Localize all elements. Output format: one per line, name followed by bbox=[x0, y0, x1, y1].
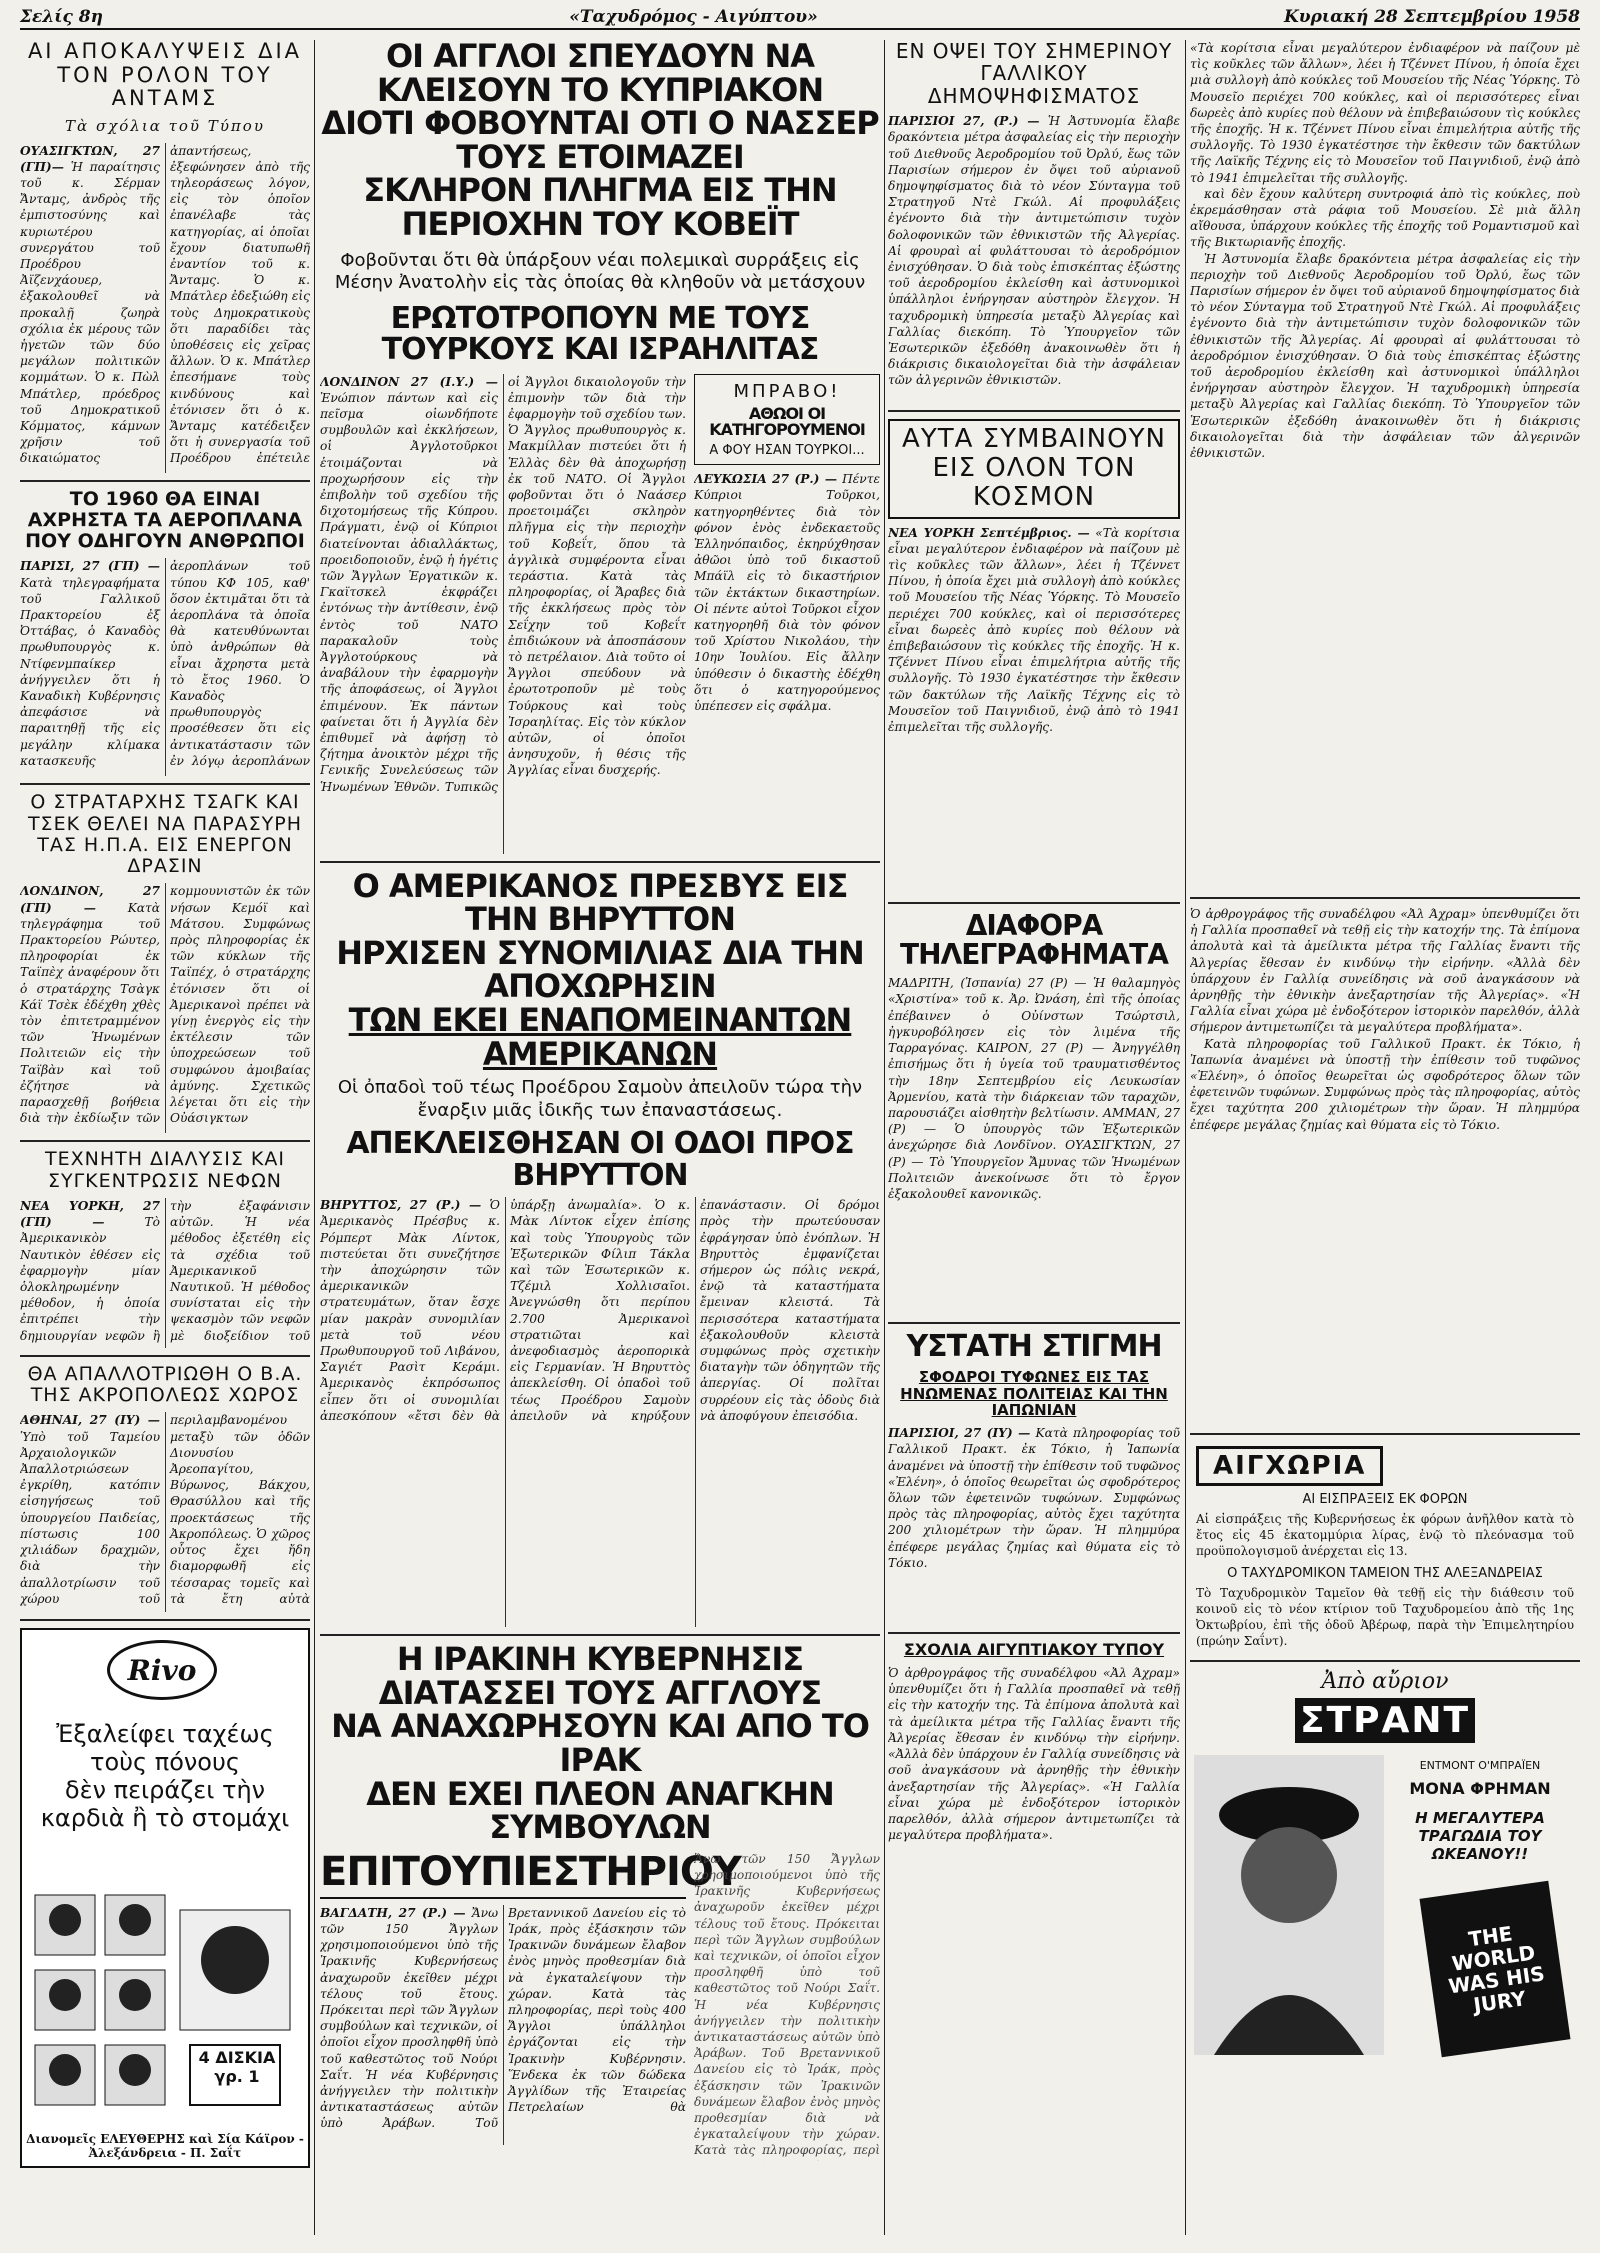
article-body: Ἡ παραίτησις τοῦ κ. Σέρμαν Ἄνταμς, ἀνδρὸς τῆς ἐμπιστοσύνης καὶ κυριωτέρου συνεργάτου τοῦ Προέδρου Ἀϊζενχάουερ, ἐξακολουθεῖ νὰ προκαλῇ ζωηρὰ σχόλια ἐκ μέρους τῶν ἡγετῶν τῶν δύο μεγάλων πολιτικῶν κομμάτων. Ὁ κ. Πὼλ Μπάτλερ, πρόεδρος τοῦ Δημοκρατικοῦ Κόμματος, κάμνων χρῆσιν τοῦ δικαιώματος ἀπαντήσεως, ἐξεφώνησεν ἀπὸ τῆς τηλεοράσεως λόγον, εἰς τὸν ὁποῖον ἐπανέλαβε τὰς κατηγορίας, αἱ ὁποῖαι ἔχουν διατυπωθῆ ἐναντίον τοῦ κ. Ἄνταμς. Ὁ κ. Μπάτλερ ἐδεξιώθη εἰς τοὺς Δημοκρατικοὺς ὅτι παραδίδει τὰς ὑποθέσεις εἰς χεῖρας ἄλλων. Ὁ κ. Μπάτλερ ἐπεσήμανε τοὺς κινδύνους καὶ ἐτόνισεν ὅτι ὁ κ. Ἄνταμς κατέδειξεν ὅτι ἡ συνεργασία τοῦ Προέδρου ἐπέτειλε bbox=[20, 143, 310, 466]
article-title: ΑΙ ΑΠΟΚΑΛΥΨΕΙΣ ΔΙΑ ΤΟΝ ΡΟΛΟΝ ΤΟΥ ΑΝΤΑΜΣ bbox=[27, 39, 303, 111]
article-title: ΤΟ 1960 ΘΑ ΕΙΝΑΙ ΑΧΡΗΣΤΑ ΤΑ ΑΕΡΟΠΛΑΝΑ ΠΟΥ ΟΔΗΓΟΥΝ ΑΝΘΡΩΠΟΙ bbox=[25, 487, 305, 553]
ad-pack: 4 ΔΙΣΚΙΑ γρ. 1 bbox=[198, 2048, 276, 2087]
article-egyptian-press-continued: Ὁ ἀρθρογράφος τῆς συναδέλφου «Ἀλ Άχραμ» ὑπενθυμίζει ὅτι ἡ Γαλλία προσπαθεῖ νὰ τεθῇ εἰς τὴν κατοχήν της. Τὰ ἐπίμονα ἀπολυτὰ καὶ τὰ ἀμείλικτα μέτρα τῆς Γαλλίας ἔναντι τῆς Ἀλγερίας ἔθεσαν ἐν κινδύνῳ τὴν εἰρήνην. «Ἀλλὰ δὲν ὑπάρχουν ἐν Γαλλίᾳ συνείδησις νὰ σοῦ ἀναγκάσουν νὰ ἀρνηθῇς τὴν ἐθνικὴν ἀνεξαρτησίαν τῆς Ἀλγερίας». «Ἡ Γαλλία εἶναι χώρα μὲ ἐνδοξότερον ἱστορικὸν παρελθόν, ἀλλὰ σήμερον ἀντιμετωπίζει τὰ μεγαλύτερα προβλήματα». Κατὰ πληροφορίας τοῦ Γαλλικοῦ Πρακτ. ἐκ Τόκιο, ἡ Ἰαπωνία ἀναμένει νὰ ὑποστῇ τὴν ἐπίθεσιν τοῦ τυφῶνος «Ἐλένη», ὁ ὁποῖος θεωρεῖται ὡς σφοδρότερος ὅλων τῶν ἐφετεινῶν τυφώνων. Συμφώνως πρὸς τὰς πληροφορίας, αὐτὸς ἔχει ταχύτητα 200 χιλιομέτρων τὴν ὥραν. Ἡ πλημμύρα ἐπέφερε μεγάλας ζημίας καὶ θύματα εἰς τὸ Τόκιο. bbox=[1190, 907, 1580, 1132]
ad-star: ΜΟΝΑ ΦΡΗΜΑΝ bbox=[1409, 1779, 1551, 1799]
article-title: ΤΕΧΝΗΤΗ ΔΙΑΛΥΣΙΣ ΚΑΙ ΣΥΓΚΕΝΤΡΩΣΙΣ ΝΕΦΩΝ bbox=[45, 1148, 285, 1192]
item-body: Αἱ εἰσπράξεις τῆς Κυβερνήσεως ἐκ φόρων ἀνῆλθον κατὰ τὸ ἔτος εἰς 45 ἑκατομμύρια λίρας, ἐνῷ τὸ πλεόνασμα τοῦ προϋπολογισμοῦ ἀνέρχεται εἰς 13. bbox=[1196, 1512, 1574, 1559]
subheadline: ΕΡΩΤΟΤΡΟΠΟΥΝ ΜΕ ΤΟΥΣ ΤΟΥΡΚΟΥΣ ΚΑΙ ΙΣΡΑΗΛΙΤΑΣ bbox=[381, 300, 819, 368]
section-logo: ΑΙΓΧΩΡΙΑ bbox=[1196, 1446, 1383, 1486]
article-iraq bbox=[320, 1640, 880, 2161]
headline-line: ΣΚΛΗΡΟΝ ΠΛΗΓΜΑ ΕΙΣ ΤΗΝ ΠΕΡΙΟΧΗΝ ΤΟΥ ΚΟΒΕΪΤ bbox=[363, 171, 837, 243]
ad-footer: Διανομεῖς ΕΛΕΥΘΕΡΗΣ καὶ Σία Κάϊρον - Ἀλεξάνδρεια - Π. Σαΐτ bbox=[26, 2132, 304, 2161]
ad-film-title: THE WORLD WAS HIS JURY bbox=[1419, 1881, 1570, 2058]
article-body: Ὁ ἀρθρογράφος τῆς συναδέλφου «Ἀλ Άχραμ» ὑπενθυμίζει ὅτι ἡ Γαλλία προσπαθεῖ νὰ τεθῇ εἰς τὴν κατοχήν της. Τὰ ἐπίμονα ἀπολυτὰ καὶ τὰ ἀμείλικτα μέτρα τῆς Γαλλίας ἔναντι τῆς Ἀλγερίας ἔθεσαν ἐν κινδύνῳ τὴν εἰρήνην. «Ἀλλὰ δὲν ὑπάρχουν ἐν Γαλλίᾳ συνείδησις νὰ σοῦ ἀναγκάσουν νὰ ἀρνηθῇς τὴν ἐθνικὴν ἀνεξαρτησίαν τῆς Ἀλγερίας». «Ἡ Γαλλία εἶναι χώρα μὲ ἐνδοξότερον ἱστορικὸν παρελθόν, ἀλλὰ σήμερον ἀντιμετωπίζει τὰ μεγαλύτερα προβλήματα». bbox=[888, 1666, 1180, 1843]
ad-line: καρδιὰ ἢ τὸ στομάχι bbox=[40, 1804, 290, 1833]
article-beirut bbox=[320, 866, 880, 1628]
box-title: ΜΠΡΑΒΟ! bbox=[733, 380, 841, 402]
article-body: Κατὰ τηλεγραφήματα τοῦ Γαλλικοῦ Πρακτορείου ἐξ Ὀττάβας, ὁ Καναδὸς πρωθυπουργὸς κ. Ντίφενμπαίκερ ἀνήγγειλεν ὅτι ἡ Καναδικὴ Κυβέρνησις ἀπεφάσισε νὰ παραιτηθῇ τῆς εἰς μεγάλην κλίμακα κατασκευῆς ἀεροπλάνων τοῦ τύπου ΚΦ 105, καθ' ὅσον ἐκτιμᾶται ὅτι τὰ ἀεροπλάνα τὰ ὁποῖα θὰ κατευθύνωνται ὑπὸ ἀνθρώπων θὰ εἶναι ἄχρηστα μετὰ τὸ ἔτος 1960. Ὁ Καναδὸς πρωθυπουργὸς προσέθεσεν ὅτι εἰς ἀντικατάστασιν τῶν ἐν λόγῳ ἀεροπλάνων bbox=[20, 559, 310, 768]
dateline: ΟΥΑΣΙΓΚΤΩΝ, 27 (ΓΠ)— bbox=[20, 143, 160, 174]
box-acquitted bbox=[694, 374, 880, 854]
ad-cinema bbox=[1190, 1669, 1580, 2079]
column-rule bbox=[314, 40, 315, 2235]
section-egypt bbox=[1190, 1442, 1580, 1653]
column-center bbox=[320, 37, 880, 2161]
article-acropolis bbox=[20, 1364, 310, 1613]
ad-star: ΕΝΤΜΟΝΤ Ο'ΜΠΡΑΪΕΝ bbox=[1419, 1759, 1541, 1773]
item-title: ΑΙ ΕΙΣΠΡΑΞΕΙΣ ΕΚ ΦΟΡΩΝ bbox=[1302, 1492, 1468, 1507]
article-title: ΘΑ ΑΠΑΛΛΟΤΡΙΩΘΗ Ο Β.Α. ΤΗΣ ΑΚΡΟΠΟΛΕΩΣ ΧΩΡΟΣ bbox=[27, 1362, 303, 1407]
article-clouds bbox=[20, 1149, 310, 1348]
article-body: Ἐνώπιον πάντων καὶ εἰς πεῖσμα οἱωνδήποτε συμβουλῶν καὶ ἐκκλήσεων, οἱ Ἀγγλοτοῦρκοι ἑτοιμάζονται νὰ προχωρήσουν εἰς τὴν ἐπιβολὴν τοῦ σχεδίου τῆς διχοτομήσεως τῆς Κύπρου. Πράγματι, ἐνῷ οἱ Κύπριοι διατείνονται ἀδιαλλάκτως, προειδοποιοῦν, ἐνῷ ἡ ἡγέτις τῶν Ἄγγλων Ἐργατικῶν κ. Γκαϊτσκελ ἐκφράζει ἐντόνως τὴν ἀντίθεσιν, ἐνῷ ἐντὸς τοῦ ΝΑΤΟ παρακαλοῦν τοὺς Ἀγγλοτούρκους νὰ ἀναβάλουν τὴν ἐφαρμογὴν τῆς ἀποφάσεως, οἱ Ἄγγλοι ἐπιμένουν. Ἐκ πάντων φαίνεται ὅτι ἡ Ἀγγλία δὲν ἐπιθυμεῖ νὰ ἀφήσῃ τὸ ζήτημα ἀνοικτὸν μέχρι τῆς Γενικῆς Συνελεύσεως τῶν Ἡνωμένων Ἐθνῶν. Τυπικῶς οἱ Ἄγγλοι δικαιολογοῦν τὴν ἐπιμονὴν τῶν διὰ τὴν ἐφαρμογὴν τοῦ σχεδίου των. Ὁ Ἄγγλος πρωθυπουργὸς κ. Μακμίλλαν πιστεύει ὅτι ἡ Ἑλλὰς δὲν θὰ ἀποχωρήσῃ ἐκ τοῦ ΝΑΤΟ. Οἱ Ἄγγλοι φοβοῦνται ὅτι ὁ Ναάσερ προετοιμάζει σκληρὸν πλῆγμα εἰς τὴν περιοχὴν τοῦ Κοβεΐτ, ὅπου τὰ ἀγγλικὰ συμφέροντα εἶναι τεράστια. Κατὰ τὰς πληροφορίας, οἱ Ἄραβες διὰ τῆς ἐκκλήσεως πρὸς τὸν Σεΐχην τοῦ Κοβεΐτ ἐπιδιώκουν νὰ ἀποσπάσουν τὸ πετρέλαιον. Διὰ τοῦτο οἱ Ἄγγλοι σπεύδουν νὰ ἐρωτοτροποῦν μὲ τοὺς Τούρκους καὶ τοὺς Ἰσραηλίτας. Εἰς τὸν κύκλον αὐτῶν, οἱ ὁποῖοι ἀνησυχοῦν, ἡ θέσις τῆς Ἀγγλίας εἶναι δυσχερής. bbox=[320, 374, 686, 794]
box-subtitle: Α ΦΟΥ ΗΣΑΝ ΤΟΥΡΚΟΙ... bbox=[709, 443, 865, 459]
dateline: ΠΑΡΙΣΙ, 27 (ΓΠ) — bbox=[20, 559, 160, 574]
article-telegrams bbox=[888, 908, 1180, 1316]
headline-line: ΟΙ ΑΓΓΛΟΙ ΣΠΕΥΔΟΥΝ ΝΑ ΚΛΕΙΣΟΥΝ ΤΟ ΚΥΠΡΙΑΚΟΝ bbox=[376, 37, 824, 109]
article-title: ΑΥΤΑ ΣΥΜΒΑΙΝΟΥΝ ΕΙΣ ΟΛΟΝ ΤΟΝ ΚΟΣΜΟΝ bbox=[888, 419, 1180, 518]
headline-line: ΝΑ ΑΝΑΧΩΡΗΣΟΥΝ ΚΑΙ ΑΠΟ ΤΟ ΙΡΑΚ bbox=[331, 1707, 869, 1779]
ad-line: Ἐξαλείφει ταχέως bbox=[56, 1720, 274, 1749]
article-body-continued: Ἄνω τῶν 150 Ἄγγλων χρησιμοποιούμενοι ὑπὸ τῆς Ἰρακινῆς Κυβερνήσεως ἀναχωροῦν ἐκεῖθεν μέχρι τέλους τοῦ ἔτους. Πρόκειται περὶ τῶν Ἄγγλων συμβούλων καὶ τεχνικῶν, οἱ ὁποῖοι εἶχον προσληφθῆ ὑπὸ τοῦ καθεστῶτος τοῦ Νούρι Σαΐτ. Ἡ νέα Κυβέρνησις ἀνήγγειλεν τὴν πολιτικὴν ἀντικαταστάσεως αὐτῶν ὑπὸ Ἀράβων. Τοῦ Βρεταννικοῦ Δανείου εἰς τὸ Ἰράκ, πρὸς ἐξάσκησιν τῶν Ἰρακινῶν δυνάμεων ἔλαβον ἐνὸς μηνὸς προθεσμίαν διὰ νὰ ἐγκαταλείψουν τὴν χώραν. Κατὰ τὰς πληροφορίας, περὶ bbox=[694, 1851, 880, 2158]
article-aircraft bbox=[20, 489, 310, 777]
column-right bbox=[1190, 40, 1580, 2079]
subheadline: ΑΠΕΚΛΕΙΣΘΗΣΑΝ ΟΙ ΟΔΟΙ ΠΡΟΣ ΒΗΡΥΤΤΟΝ bbox=[346, 1126, 854, 1193]
column-rule bbox=[884, 40, 885, 2235]
column-left bbox=[20, 40, 310, 2168]
headline-line: ΗΡΧΙΣΕΝ ΣΥΝΟΜΙΛΙΑΣ ΔΙΑ ΤΗΝ ΑΠΟΧΩΡΗΣΙΝ bbox=[336, 933, 864, 1006]
article-stop-press bbox=[888, 1331, 1180, 1625]
article-body: Ὑπὸ τοῦ Ταμείου Ἀρχαιολογικῶν Ἀπαλλοτριώσεων ἐγκρίθη, κατόπιν εἰσηγήσεως τοῦ ὑπουργείου Παιδείας, πίστωσις 100 χιλιάδων δραχμῶν, διὰ τὴν ἀπαλλοτρίωσιν τοῦ χώρου τοῦ περιλαμβανομένου μεταξὺ τῶν ὁδῶν Διονυσίου Ἀρεοπαγίτου, Βύρωνος, Βάκχου, Θρασύλλου καὶ τῆς προεκτάσεως τῆς Ἀκροπόλεως. Ὁ χῶρος οὗτος ἔχει ἤδη διαμορφωθῆ εἰς τέσσαρας τομεῖς καὶ τὰ ἔτη αὐτὰ bbox=[20, 1413, 310, 1606]
headline-line: Η ΙΡΑΚΙΝΗ ΚΥΒΕΡΝΗΣΙΣ ΔΙΑΤΑΣΣΕΙ ΤΟΥΣ ΑΓΓΛΟΥΣ bbox=[378, 1640, 822, 1712]
dateline: ΛΟΝΔΙΝΟΝ 27 (Ι.Υ.) — bbox=[320, 374, 498, 389]
stop-press-banner: ΕΠΙΤΟΥΠΙΕΣΤΗΡΙΟΥ bbox=[320, 1851, 686, 1899]
article-body: Ἄνω τῶν 150 Ἄγγλων χρησιμοποιούμενοι ὑπὸ τῆς Ἰρακινῆς Κυβερνήσεως ἀναχωροῦν ἐκεῖθεν μέχρι τέλους τοῦ ἔτους. Πρόκειται περὶ τῶν Ἄγγλων συμβούλων καὶ τεχνικῶν, οἱ ὁποῖοι εἶχον προσληφθῆ ὑπὸ τοῦ καθεστῶτος τοῦ Νούρι Σαΐτ. Ἡ νέα Κυβέρνησις ἀνήγγειλεν τὴν πολιτικὴν ἀντικαταστάσεως αὐτῶν ὑπὸ Ἀράβων. Τοῦ Βρεταννικοῦ Δανείου εἰς τὸ Ἰράκ, πρὸς ἐξάσκησιν τῶν Ἰρακινῶν δυνάμεων ἔλαβον ἐνὸς μηνὸς προθεσμίαν διὰ νὰ ἐγκαταλείψουν τὴν χώραν. Κατὰ τὰς πληροφορίας, περὶ τοὺς 400 Ἄγγλοι ὑπάλληλοι ἐργάζονται εἰς τὴν Ἰρακινὴν Κυβέρνησιν. Ἕνδεκα ἐκ τῶν δώδεκα Ἀγγλίδων τῆς Ἐταιρείας Πετρελαίων θὰ bbox=[320, 1905, 686, 2131]
dateline: ΛΟΝΔΙΝΟΝ, 27 (ΓΠ) — bbox=[20, 884, 160, 915]
ad-line: τοὺς πόνους bbox=[90, 1748, 240, 1777]
article-title: ΣΧΟΛΙΑ ΑΙΓΥΠΤΙΑΚΟΥ ΤΥΠΟΥ bbox=[903, 1640, 1165, 1660]
ad-head: Ἀπὸ αὔριον bbox=[1321, 1669, 1449, 1695]
ad-tagline: Η ΜΕΓΑΛΥΤΕΡΑ ΤΡΑΓΩΔΙΑ ΤΟΥ ΩΚΕΑΝΟΥ!! bbox=[1415, 1809, 1545, 1864]
article-title: ΔΙΑΦΟΡΑ ΤΗΛΕΓΡΑΦΗΜΑΤΑ bbox=[900, 908, 1168, 971]
article-cyprus bbox=[320, 37, 880, 854]
page-header bbox=[20, 6, 1580, 30]
column-right-center bbox=[888, 40, 1180, 2253]
ad-line: δὲν πειράζει τὴν bbox=[64, 1776, 266, 1805]
column-rule bbox=[1185, 40, 1186, 2235]
dateline: ΒΑΓΔΑΤΗ, 27 (Ρ.) — bbox=[320, 1905, 466, 1920]
rivo-logo: Rivo bbox=[107, 1640, 217, 1700]
article-subtitle: Τὰ σχόλια τοῦ Τύπου bbox=[65, 116, 265, 135]
dateline: ΝΕΑ ΥΟΡΚΗ, 27 (ΓΠ) — bbox=[20, 1198, 160, 1230]
article-chiang bbox=[20, 792, 310, 1133]
box-subtitle: ΑΘΩΟΙ ΟΙ ΚΑΤΗΓΟΡΟΥΜΕΝΟΙ bbox=[709, 403, 865, 440]
article-title: ΥΣΤΑΤΗ ΣΤΙΓΜΗ bbox=[906, 1329, 1162, 1365]
article-body: Πέντε Κύπριοι Τοῦρκοι, κατηγορηθέντες διὰ τὸν φόνον ἑνὸς ἐνδεκαετοῦς Ἑλληνόπαιδος, ἐκηρύχθησαν ἀθῶοι ὑπὸ τοῦ δικαστοῦ Μπάϊλ εἰς τὸ δικαστήριον τῶν ἐκτάκτων δικαστηρίων. Οἱ πέντε αὐτοὶ Τοῦρκοι εἶχον κατηγορηθῆ διὰ τὸν φόνον τοῦ Χρίστου Νικολάου, τὴν 10ην Ἰουλίου. Εἰς ἄλλην ὑπόθεσιν ὁ δικαστὴς ἐδέχθη ὅτι ὁ κατηγορούμενος ὑπέπεσεν εἰς σφάλμα. bbox=[694, 472, 880, 713]
article-body: «Τὰ κορίτσια εἶναι μεγαλύτερον ἐνδιαφέρον νὰ παίζουν μὲ τὶς κοῦκλες τῶν ἄλλων», λέει ἡ Τζέννετ Πίνου, ἡ ὁποία ἔχει μιὰ συλλογὴ ἀπὸ κούκλες τοῦ Μουσείου τῆς Νέας Ὑόρκης. Τὸ Μουσεῖο περιέχει 700 κούκλες, καὶ οἱ περισσότερες εἶναι δωρεὲς ἀπὸ κυρίες ποὺ θέλουν νὰ ἐπιβεβαιώσουν τὶς κούκλες τῆς ἐποχῆς. Ἡ κ. Τζέννετ Πίνου εἶναι ἐπιμελήτρια αὐτῆς τῆς συλλογῆς. Τὸ 1930 ἐγκατέστησε τὴν ἔκθεσιν τῶν δακτύλων τῆς Λαϊκῆς Τέχνης εἰς τὸ Μουσεῖον τοῦ Παιγνιδιοῦ, ἐνῷ ἀπὸ τὸ 1941 ἐπιμελεῖται τῆς συλλογῆς. bbox=[888, 525, 1180, 734]
headline-line: ΤΩΝ ΕΚΕΙ ΕΝΑΠΟΜΕΙΝΑΝΤΩΝ ΑΜΕΡΙΚΑΝΩΝ bbox=[348, 1000, 852, 1073]
dateline: ΑΘΗΝΑΙ, 27 (ΙΥ) — bbox=[20, 1413, 160, 1428]
article-body: Ὁ Ἀμερικανὸς Πρέσβυς κ. Ρόμπερτ Μὰκ Λίντοκ, πιστεύεται ὅτι συνεζήτησε τὴν ἀποχώρησιν τῶν ἀμερικανικῶν στρατευμάτων, ὅταν ἔσχε μίαν μακρὰν συνομιλίαν μετὰ τοῦ νέου Πρωθυπουργοῦ τοῦ Λιβάνου, Σαγιέτ Ρασὶτ Κεράμι. Ἀμερικανὸς ἐκπρόσωπος εἶπεν ὅτι οἱ συνομιλίαι ἀπεσκόπουν «ἔτσι δὲν θὰ ὑπάρξῃ ἀνωμαλία». Ὁ κ. Μὰκ Λίντοκ εἶχεν ἐπίσης καὶ τοὺς Ὑπουργοὺς τῶν Ἐξωτερικῶν Φίλιπ Τάκλα καὶ τῶν Ἐσωτερικῶν κ. Τζέμιλ Χολλισαῖοι. Ἀνεγνώσθη ὅτι περίπου 2.700 Ἀμερικανοὶ στρατιῶται καὶ ἀνεφοδιασμὸς ἀεροπορικὰ εἰς Γερμανίαν. Ἡ Βηρυττὸς ἀπεκλείσθη. Οἱ ὀπαδοὶ τοῦ τέως Προέδρου Σαμοὺν ἀπειλοῦν νὰ κηρύξουν ἐπανάστασιν. Οἱ δρόμοι πρὸς τὴν πρωτεύουσαν ἐφράγησαν ὑπὸ ἐνόπλων. Ἡ Βηρυττὸς ἐμφανίζεται σήμερον ὡς πόλις νεκρά, ἐνῷ τὰ καταστήματα ἔμειναν κλειστά. Τὰ περισσότερα καταστήματα ἐξακολουθοῦν κλειστὰ συμφώνως πρὸς σχετικὴν διαταγὴν τῶν ὁδηγητῶν τῆς ἀπεργίας. Οἱ πολῖται συρρέουν εἰς τὰς ὁδοὺς διὰ νὰ ἀποφύγουν ἐπεισόδια. bbox=[320, 1198, 880, 1423]
article-body: ΜΑΔΡΙΤΗ, (Ἰσπανία) 27 (Ρ) — Ἡ θαλαμηγὸς «Χριστίνα» τοῦ κ. Ἀρ. Ὠνάση, ἐπὶ τῆς ὁποίας ἐπέβαινεν ὁ Οὐίνστων Τσώρτσιλ, ἠγκυροβόλησεν εἰς τὸν λιμένα τῆς Ταρραγόνας. ΚΑΙΡΟΝ, 27 (Ρ) — Ἀνηγγέλθη ἐπισήμως ὅτι ἡ ὑγεία τοῦ τραυματισθέντος τὴν 18ην Σεπτεμβρίου εἰς Λευκωσίαν Ἀρμενίου, κατὰ τὴν διάρκειαν τῶν ταραχῶν, παρουσιάζει αἰσθητὴν βελτίωσιν. ΑΜΜΑΝ, 27 (Ρ) — Ὁ ὑπουργὸς τῶν Ἐξωτερικῶν ἀνεχώρησε διὰ Λονδῖνον. ΟΥΑΣΙΓΚΤΩΝ, 27 (Ρ) — Τὸ Ὑπουργεῖον Ἄμυνας τῶν Ἡνωμένων Πολιτειῶν ἀνεκοίνωσε ὅτι τὸ ἔργον ἐξακολουθεῖ κανονικῶς. bbox=[888, 976, 1180, 1201]
dateline: ΠΑΡΙΣΙΟΙ, 27 (ΙΥ) — bbox=[888, 1426, 1031, 1441]
item-body: Τὸ Ταχυδρομικὸν Ταμεῖον θὰ τεθῇ εἰς τὴν διάθεσιν τοῦ κοινοῦ εἰς τὸ νέον κτίριον τοῦ Ταχυδρομείου ἀπὸ τῆς 1ης Ὀκτωβρίου, ἐπὶ τῆς ὁδοῦ Ἀβέρωφ, παρὰ τὴν Ἐπιμελητηρίου (πρώην Σαΐντ). bbox=[1196, 1585, 1574, 1649]
article-body: Κατὰ πληροφορίας τοῦ Γαλλικοῦ Πρακτ. ἐκ Τόκιο, ἡ Ἰαπωνία ἀναμένει νὰ ὑποστῇ τὴν ἐπίθεσιν τοῦ τυφῶνος «Ἐλένη», ὁ ὁποῖος θεωρεῖται ὡς σφοδρότερος ὅλων τῶν ἐφετεινῶν τυφώνων. Συμφώνως πρὸς τὰς πληροφορίας, αὐτὸς ἔχει ταχύτητα 200 χιλιομέτρων τὴν ὥραν. Ἡ πλημμύρα ἐπέφερε μεγάλας ζημίας καὶ θύματα εἰς τὸ Τόκιο. bbox=[888, 1426, 1180, 1570]
ad-portrait bbox=[1194, 1755, 1384, 2055]
headline-line: ΔΕΝ ΕΧΕΙ ΠΛΕΟΝ ΑΝΑΓΚΗΝ ΣΥΜΒΟΥΛΩΝ bbox=[366, 1774, 834, 1847]
dateline: ΠΑΡΙΣΙΟΙ 27, (Ρ.) — bbox=[888, 114, 1040, 129]
article-world-happenings bbox=[888, 419, 1180, 894]
headline-line: Ο ΑΜΕΡΙΚΑΝΟΣ ΠΡΕΣΒΥΣ ΕΙΣ ΤΗΝ ΒΗΡΥΤΤΟΝ bbox=[352, 866, 848, 939]
newspaper-name: «Ταχυδρόμος - Αιγύπτου» bbox=[569, 7, 818, 27]
dateline: ΒΗΡΥΤΤΟΣ, 27 (Ρ.) — bbox=[320, 1198, 482, 1213]
article-body: Τὸ Ἀμερικανικὸν Ναυτικὸν ἐθέσεν εἰς ἐφαρμογὴν μίαν ὁλοκληρωμένην μέθοδον, ἡ ὁποία ἐπιτρέπει τὴν δημιουργίαν νεφῶν ἢ τὴν ἐξαφάνισιν αὐτῶν. Ἡ νέα μέθοδος ἐξετέθη εἰς τὰ σχέδια τοῦ Ἀμερικανικοῦ Ναυτικοῦ. Ἡ μέθοδος συνίσταται εἰς τὴν ψεκασμὸν τῶν νεφῶν μὲ διοξείδιον τοῦ bbox=[20, 1198, 310, 1343]
dateline: ΝΕΑ ΥΟΡΚΗ Σεπτέμβριος. — bbox=[888, 525, 1090, 540]
issue-date: Κυριακή 28 Σεπτεμβρίου 1958 bbox=[1284, 7, 1580, 27]
ad-rivo bbox=[20, 1628, 310, 2168]
article-title: ΕΝ ΟΨΕΙ ΤΟΥ ΣΗΜΕΡΙΝΟΥ ΓΑΛΛΙΚΟΥ ΔΗΜΟΨΗΦΙΣΜΑΤΟΣ bbox=[895, 39, 1173, 108]
cinema-name: ΣΤΡΑΝΤ bbox=[1295, 1698, 1475, 1743]
article-adams bbox=[20, 40, 310, 473]
dateline: ΛΕΥΚΩΣΙΑ 27 (Ρ.) — bbox=[694, 472, 838, 487]
article-title: Ο ΣΤΡΑΤΑΡΧΗΣ ΤΣΑΓΚ ΚΑΙ ΤΣΕΚ ΘΕΛΕΙ ΝΑ ΠΑΡΑΣΥΡΗ ΤΑΣ Η.Π.Α. ΕΙΣ ΕΝΕΡΓΟΝ ΔΡΑΣΙΝ bbox=[27, 791, 303, 878]
article-world-continued: «Τὰ κορίτσια εἶναι μεγαλύτερον ἐνδιαφέρον νὰ παίζουν μὲ τὶς κοῦκλες τῶν ἄλλων», λέει ἡ Τζέννετ Πίνου, ἡ ὁποία ἔχει μιὰ συλλογὴ ἀπὸ κούκλες τοῦ Μουσείου τῆς Νέας Ὑόρκης. Τὸ Μουσεῖο περιέχει 700 κούκλες, καὶ οἱ περισσότερες εἶναι δωρεὲς ἀπὸ κυρίες ποὺ θέλουν νὰ ἐπιβεβαιώσουν τὶς κούκλες τῆς ἐποχῆς. Ἡ κ. Τζέννετ Πίνου εἶναι ἐπιμελήτρια αὐτῆς τῆς συλλογῆς. Τὸ 1930 ἐγκατέστησε τὴν ἔκθεσιν τῶν δακτύλων τῆς Λαϊκῆς Τέχνης εἰς τὸ Μουσεῖον τοῦ Παιγνιδιοῦ, ἐνῷ ἀπὸ τὸ 1941 ἐπιμελεῖται τῆς συλλογῆς. καὶ δὲν ἔχουν καλύτερη συντροφιά ἀπὸ τὶς κούκλες, ποὺ ἐκρεμάσθησαν στὰ ράφια τοῦ Μουσείου. Σὲ μιὰ ἄλλη αἴθουσα, ὑπάρχουν κούκλες τῆς ἐποχῆς τοῦ Ρομαντισμοῦ καὶ τῆς Βικτωριανῆς ἐποχῆς. Ἡ Ἀστυνομία ἔλαβε δρακόντεια μέτρα ἀσφαλείας εἰς τὴν περιοχὴν τοῦ Διεθνοῦς Ἀεροδρομίου τοῦ Ὀρλύ, ἕως τῶν Παρισίων σήμερον ἐν ὄψει τοῦ αὐριανοῦ δημοψηφίσματος διὰ τὸ νέον Σύνταγμα τοῦ Στρατηγοῦ Ντὲ Γκώλ. Αἱ προφυλάξεις ἐγένοντο διὰ τὴν ἀντιμετώπισιν τυχὸν δολοφονικῶν τῶν ἐθνικιστῶν τῆς Ἀλγερίας. Αἱ φρουραὶ αἱ φυλάττουσαι τὸ ἀεροδρόμιον ἐνισχύθησαν. Ὁ διὰ τοὺς ἐπισκέπτας ἐξώστης τοῦ ἀεροδρομίου ἐκλείσθη καὶ ἀστυνομικοὶ ὑπάλληλοι ἐνήργησαν αὐστηρὸν ἔλεγχον. Ἡ ταχυδρομικὴ ὑπηρεσία μεταξὺ Ἀλγερίας καὶ Γαλλίας διεκόπη. Τὸ Ὑπουργεῖον τῶν Ἐσωτερικῶν ἐξεδόθη ἀνακοινωθὲν ὅτι ἡ διάκρισις δικαιολογεῖται διὰ τὴν ἀσφάλειαν τῶν ἀλγερινῶν ἐθνικιστῶν. bbox=[1190, 41, 1580, 461]
article-subtitle: ΣΦΟΔΡΟΙ ΤΥΦΩΝΕΣ ΕΙΣ ΤΑΣ ΗΝΩΜΕΝΑΣ ΠΟΛΙΤΕΙΑΣ ΚΑΙ ΤΗΝ ΙΑΠΩΝΙΑΝ bbox=[900, 1367, 1168, 1420]
article-france-referendum bbox=[888, 40, 1180, 403]
article-body: Κατὰ τηλεγράφημα τοῦ Πρακτορείου Ρώυτερ, πληροφορίαι ἐκ Ταϊπὲχ ἀναφέρουν ὅτι ὁ στρατάρχης Τσὰγκ Κάϊ Τσὲκ ἐδέχθη χθὲς τὸν ἐπιτετραμμένον τῶν Ἡνωμένων Πολιτειῶν εἰς τὴν Ταϊβὰν καὶ τοῦ ἐζήτησε νὰ παρασχεθῇ βοήθεια διὰ τὴν ἐκδίωξιν τῶν κομμουνιστῶν ἐκ τῶν νήσων Κεμόϊ καὶ Μάτσου. Συμφώνως πρὸς πληροφορίας ἐκ τῶν κύκλων τῆς Ταϊπέχ, ὁ στρατάρχης ἐτόνισεν ὅτι οἱ Ἀμερικανοὶ πρέπει νὰ γίνῃ ἐνεργὸς εἰς τὴν ἐκτέλεσιν τῶν ὑποχρεώσεων τοῦ συμφώνου ἀμοιβαίας ἀμύνης. Σχετικῶς λέγεται ὅτι εἰς τὴν Οὐάσιγκτων bbox=[20, 884, 310, 1126]
article-egyptian-press bbox=[888, 1641, 1180, 2253]
headline-deck: Φοβοῦνται ὅτι θὰ ὑπάρξουν νέαι πολεμικαὶ συρράξεις εἰς Μέσην Ἀνατολὴν εἰς τὰς ὁποίας θὰ κληθοῦν νὰ μετάσχουν bbox=[334, 249, 866, 294]
article-body: Ἡ Ἀστυνομία ἔλαβε δρακόντεια μέτρα ἀσφαλείας εἰς τὴν περιοχὴν τοῦ Διεθνοῦς Ἀεροδρομίου τοῦ Ὀρλύ, ἕως τῶν Παρισίων σήμερον ἐν ὄψει τοῦ αὐριανοῦ δημοψηφίσματος διὰ τὸ νέον Σύνταγμα τοῦ Στρατηγοῦ Ντὲ Γκώλ. Αἱ προφυλάξεις ἐγένοντο διὰ τὴν ἀντιμετώπισιν τυχὸν δολοφονικῶν τῶν ἐθνικιστῶν τῆς Ἀλγερίας. Αἱ φρουραὶ αἱ φυλάττουσαι τὸ ἀεροδρόμιον ἐνισχύθησαν. Ὁ διὰ τοὺς ἐπισκέπτας ἐξώστης τοῦ ἀεροδρομίου ἐκλείσθη καὶ ἀστυνομικοὶ ὑπάλληλοι ἐνήργησαν αὐστηρὸν ἔλεγχον. Ἡ ταχυδρομικὴ ὑπηρεσία μεταξὺ Ἀλγερίας καὶ Γαλλίας διεκόπη. Τὸ Ὑπουργεῖον τῶν Ἐσωτερικῶν ἐξεδόθη ἀνακοινωθὲν ὅτι ἡ διάκρισις δικαιολογεῖται διὰ τὴν ἀσφάλειαν τῶν ἀλγερινῶν ἐθνικιστῶν. bbox=[888, 114, 1180, 388]
item-title: Ο ΤΑΧΥΔΡΟΜΙΚΟΝ ΤΑΜΕΙΟΝ ΤΗΣ ΑΛΕΞΑΝΔΡΕΙΑΣ bbox=[1227, 1565, 1543, 1581]
headline-deck: Οἱ ὀπαδοὶ τοῦ τέως Προέδρου Σαμοὺν ἀπειλοῦν τώρα τὴν ἔναρξιν μιᾶς ἰδικῆς των ἐπαναστάσεως. bbox=[337, 1077, 863, 1121]
headline-line: ΔΙΟΤΙ ΦΟΒΟΥΝΤΑΙ ΟΤΙ Ο ΝΑΣΣΕΡ ΤΟΥΣ ΕΤΟΙΜΑΖΕΙ bbox=[321, 104, 879, 176]
page-number: Σελίς 8η bbox=[20, 7, 103, 27]
